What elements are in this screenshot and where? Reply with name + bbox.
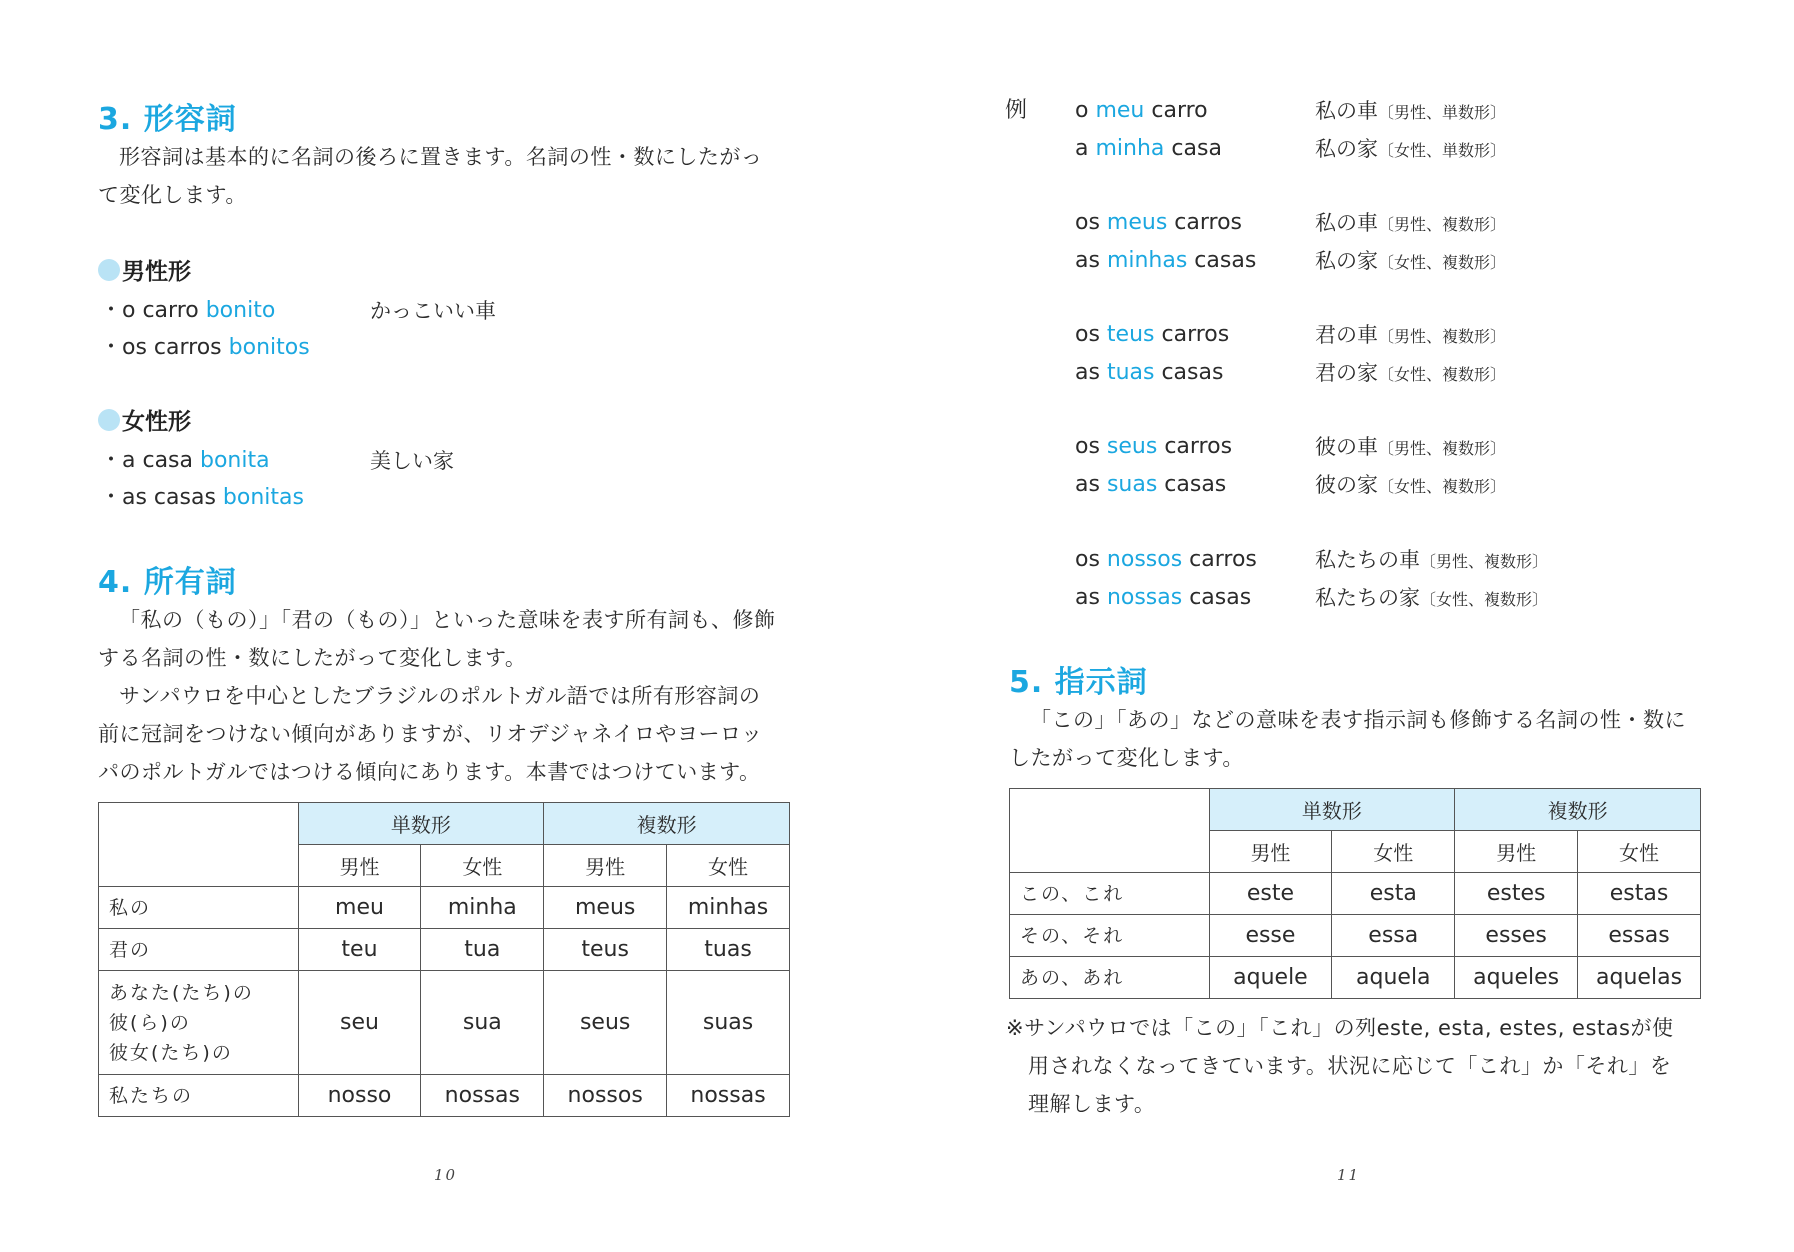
example-possessive: minhas — [1106, 248, 1188, 273]
example-portuguese — [1075, 204, 1242, 242]
table-cell: minhas — [667, 887, 790, 929]
example-gloss: 彼の車 — [1315, 435, 1378, 459]
example-portuguese — [1075, 92, 1208, 130]
row-label-line: 彼女(たち)の — [109, 1041, 233, 1064]
paragraph-line: 前に冠詞をつけない傾向がありますが、リオデジャネイロやヨーロッ — [98, 722, 763, 746]
singular-header: 単数形 — [1209, 789, 1455, 831]
row-label: 私たちの — [99, 1075, 299, 1117]
feminine-header: 女性 — [1332, 831, 1455, 873]
example-possessive: nossas — [1106, 585, 1183, 610]
table-row — [99, 971, 790, 1075]
section-3-paragraph — [98, 138, 798, 214]
table-cell: estas — [1578, 873, 1701, 915]
paragraph-line: パのポルトガルではつける傾向にあります。本書ではつけています。 — [98, 760, 761, 784]
masculine-header: 男性 — [1455, 831, 1578, 873]
example-pre: os — [1075, 434, 1107, 459]
example-portuguese — [1075, 428, 1232, 466]
table-cell: tua — [421, 929, 544, 971]
footnote — [1006, 1009, 1726, 1123]
section-4-paragraph — [98, 601, 818, 791]
table-cell: nossas — [421, 1075, 544, 1117]
table-cell: suas — [667, 971, 790, 1075]
footnote-line: 理解します。 — [1028, 1092, 1156, 1116]
footnote-line: 用されなくなってきています。状況に応じて「これ」か「それ」を — [1028, 1054, 1672, 1078]
table-cell: este — [1209, 873, 1332, 915]
example-gloss: 私たちの車 — [1315, 548, 1420, 572]
masculine-header: 男性 — [298, 845, 421, 887]
example-post: casas — [1154, 360, 1224, 385]
feminine-subheading — [98, 403, 191, 436]
row-label: 君の — [99, 929, 299, 971]
example-pre: os — [1075, 210, 1107, 235]
item-prefix: ・as casas — [100, 485, 223, 510]
table-cell: essas — [1578, 915, 1701, 957]
example-japanese — [1315, 242, 1506, 282]
example-pre: a — [1075, 136, 1096, 161]
feminine-header: 女性 — [667, 845, 790, 887]
row-label-line: 彼(ら)の — [109, 1011, 191, 1034]
paragraph-line: サンパウロを中心としたブラジルのポルトガル語では所有形容詞の — [119, 684, 761, 708]
item-prefix: ・os carros — [100, 335, 229, 360]
example-possessive: meu — [1095, 98, 1145, 123]
table-cell: seus — [544, 971, 667, 1075]
example-portuguese — [1075, 354, 1223, 392]
example-possessive: minha — [1095, 136, 1165, 161]
example-gloss: 私の家 — [1315, 249, 1378, 273]
item-adjective: bonito — [205, 298, 276, 323]
example-gloss: 私の家 — [1315, 137, 1378, 161]
example-japanese — [1315, 130, 1506, 170]
section-3-heading: 3. 形容詞 — [98, 102, 237, 137]
table-row — [99, 1075, 790, 1117]
example-post: carros — [1182, 547, 1257, 572]
table-cell: seu — [298, 971, 421, 1075]
item-gloss: かっこいい車 — [370, 299, 496, 323]
row-label: この、これ — [1010, 873, 1210, 915]
table-cell: nosso — [298, 1075, 421, 1117]
plural-header: 複数形 — [544, 803, 790, 845]
table-cell: tuas — [667, 929, 790, 971]
table-row — [1010, 957, 1701, 999]
page-number: 11 — [1337, 1166, 1361, 1184]
list-item — [100, 442, 270, 480]
section-5-paragraph — [1009, 701, 1729, 777]
masculine-header: 男性 — [1209, 831, 1332, 873]
example-portuguese — [1075, 130, 1222, 168]
example-note: 〔女性、単数形〕 — [1378, 141, 1507, 160]
paragraph-line: する名詞の性・数にしたがって変化します。 — [98, 646, 527, 670]
feminine-label: 女性形 — [122, 409, 191, 435]
row-label-line: あなた(たち)の — [109, 981, 254, 1004]
masculine-header: 男性 — [544, 845, 667, 887]
example-note: 〔男性、複数形〕 — [1378, 327, 1507, 346]
possessive-table — [98, 802, 790, 1117]
table-cell: estes — [1455, 873, 1578, 915]
row-label: 私の — [99, 887, 299, 929]
list-item — [100, 292, 275, 330]
table-cell: sua — [421, 971, 544, 1075]
section-4-heading: 4. 所有詞 — [98, 565, 237, 600]
example-possessive: suas — [1106, 472, 1158, 497]
feminine-header: 女性 — [1578, 831, 1701, 873]
table-cell: aqueles — [1455, 957, 1578, 999]
paragraph-line: 「この」「あの」などの意味を表す指示詞も修飾する名詞の性・数に — [1030, 708, 1686, 732]
example-gloss: 君の車 — [1315, 323, 1378, 347]
item-adjective: bonitas — [222, 485, 304, 510]
table-cell: aquelas — [1578, 957, 1701, 999]
table-cell: meu — [298, 887, 421, 929]
example-portuguese — [1075, 242, 1256, 280]
item-gloss: 美しい家 — [370, 449, 454, 473]
item-adjective: bonita — [200, 448, 270, 473]
example-note: 〔女性、複数形〕 — [1378, 253, 1507, 272]
example-gloss: 彼の家 — [1315, 473, 1378, 497]
table-row — [99, 929, 790, 971]
example-gloss: 私たちの家 — [1315, 586, 1420, 610]
example-portuguese — [1075, 466, 1226, 504]
example-pre: os — [1075, 547, 1107, 572]
example-japanese — [1315, 541, 1548, 581]
example-pre: as — [1075, 472, 1107, 497]
table-cell: teus — [544, 929, 667, 971]
table-cell: aquela — [1332, 957, 1455, 999]
table-row — [1010, 915, 1701, 957]
example-pre: as — [1075, 360, 1107, 385]
example-pre: o — [1075, 98, 1096, 123]
list-item — [100, 479, 304, 517]
example-gloss: 私の車 — [1315, 211, 1378, 235]
example-japanese — [1315, 428, 1506, 468]
item-prefix: ・o carro — [100, 298, 206, 323]
footnote-line: ※サンパウロでは「この」「これ」の列este, esta, estes, estasが使 — [1006, 1016, 1674, 1040]
row-label: あの、あれ — [1010, 957, 1210, 999]
example-gloss: 私の車 — [1315, 99, 1378, 123]
paragraph-line: したがって変化します。 — [1009, 746, 1244, 770]
table-cell: meus — [544, 887, 667, 929]
right-page — [897, 0, 1794, 1252]
example-label: 例 — [1005, 98, 1028, 123]
masculine-label: 男性形 — [122, 259, 191, 285]
example-portuguese — [1075, 316, 1229, 354]
table-corner-cell — [99, 803, 299, 887]
example-post: carros — [1167, 210, 1243, 235]
example-note: 〔男性、複数形〕 — [1378, 439, 1507, 458]
example-post: carros — [1157, 434, 1233, 459]
example-japanese — [1315, 466, 1506, 506]
example-note: 〔男性、複数形〕 — [1420, 552, 1549, 571]
demonstrative-table — [1009, 788, 1701, 999]
example-note: 〔男性、単数形〕 — [1378, 103, 1507, 122]
example-possessive: teus — [1106, 322, 1155, 347]
table-cell: essa — [1332, 915, 1455, 957]
example-post: casas — [1157, 472, 1227, 497]
table-cell: teu — [298, 929, 421, 971]
example-possessive: seus — [1106, 434, 1158, 459]
section-5-heading: 5. 指示詞 — [1009, 665, 1148, 700]
table-cell: nossas — [667, 1075, 790, 1117]
paragraph-line: 形容詞は基本的に名詞の後ろに置きます。名詞の性・数にしたがっ — [119, 145, 763, 169]
example-post: casas — [1182, 585, 1252, 610]
example-post: casas — [1187, 248, 1257, 273]
example-portuguese — [1075, 541, 1257, 579]
example-post: casa — [1164, 136, 1222, 161]
plural-header: 複数形 — [1455, 789, 1701, 831]
paragraph-line: 「私の（もの）」「君の（もの）」といった意味を表す所有詞も、修飾 — [119, 608, 776, 632]
row-label: その、それ — [1010, 915, 1210, 957]
example-gloss: 君の家 — [1315, 361, 1378, 385]
item-prefix: ・a casa — [100, 448, 200, 473]
table-cell: esta — [1332, 873, 1455, 915]
table-cell: aquele — [1209, 957, 1332, 999]
bullet-dot-icon — [98, 409, 120, 431]
example-pre: as — [1075, 248, 1107, 273]
page-number: 10 — [434, 1166, 458, 1184]
bullet-dot-icon — [98, 259, 120, 281]
table-row — [99, 887, 790, 929]
example-possessive: nossos — [1106, 547, 1183, 572]
example-japanese — [1315, 92, 1506, 132]
row-label — [99, 971, 299, 1075]
example-japanese — [1315, 204, 1506, 244]
example-japanese — [1315, 354, 1506, 394]
example-post: carro — [1144, 98, 1208, 123]
example-note: 〔男性、複数形〕 — [1378, 215, 1507, 234]
example-note: 〔女性、複数形〕 — [1420, 590, 1549, 609]
example-note: 〔女性、複数形〕 — [1378, 477, 1507, 496]
item-adjective: bonitos — [228, 335, 310, 360]
table-cell: esse — [1209, 915, 1332, 957]
masculine-subheading — [98, 253, 191, 286]
table-cell: nossos — [544, 1075, 667, 1117]
list-item — [100, 329, 310, 367]
table-cell: esses — [1455, 915, 1578, 957]
example-japanese — [1315, 316, 1506, 356]
example-possessive: meus — [1106, 210, 1168, 235]
paragraph-line: て変化します。 — [98, 183, 247, 207]
example-possessive: tuas — [1106, 360, 1155, 385]
example-note: 〔女性、複数形〕 — [1378, 365, 1507, 384]
singular-header: 単数形 — [298, 803, 544, 845]
table-corner-cell — [1010, 789, 1210, 873]
table-row — [1010, 873, 1701, 915]
example-pre: os — [1075, 322, 1107, 347]
example-japanese — [1315, 579, 1548, 619]
table-cell: minha — [421, 887, 544, 929]
example-post: carros — [1154, 322, 1230, 347]
example-pre: as — [1075, 585, 1107, 610]
feminine-header: 女性 — [421, 845, 544, 887]
example-portuguese — [1075, 579, 1251, 617]
